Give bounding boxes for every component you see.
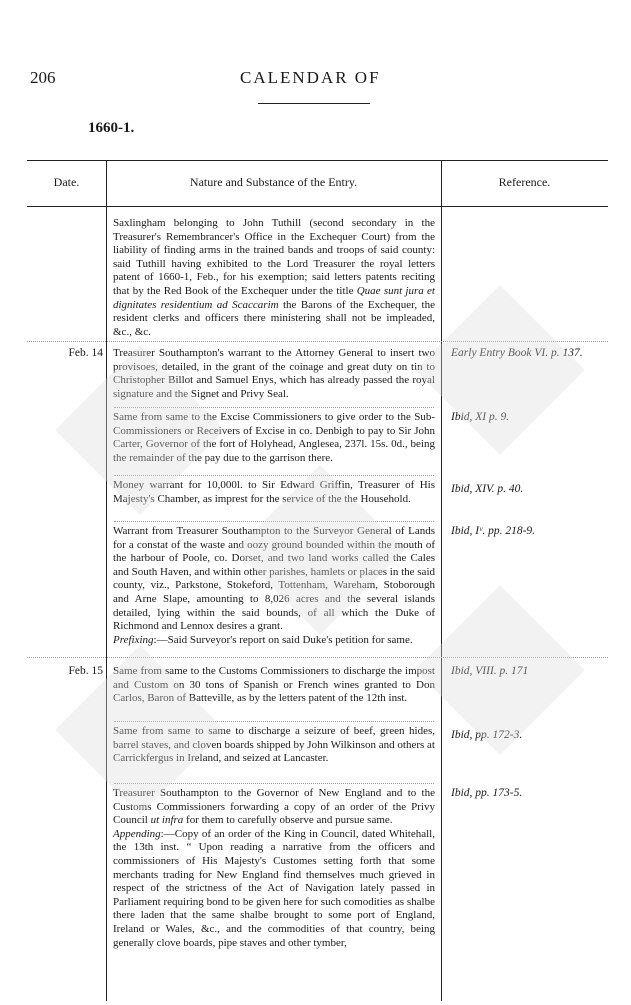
entry-prefix-text: :—Said Surveyor's report on said Duke's petition for same. xyxy=(153,633,413,646)
entry-reference-text: Ibid, XIV. p. 40. xyxy=(451,483,524,495)
entry-reference-text: Ibid, VIII. p. 171 xyxy=(451,665,529,677)
entry-text xyxy=(113,787,435,950)
entry-text-part: for them to carefully observe and pursue same. xyxy=(183,814,393,827)
entry-reference xyxy=(451,665,601,679)
header-rule xyxy=(27,206,608,207)
entry-prefix-label: Appending xyxy=(113,827,161,840)
entry-separator xyxy=(114,407,434,408)
entry-reference-text: Ibid, XI p. 9. xyxy=(451,411,510,423)
entry-date: Feb. 15 xyxy=(68,665,103,677)
year-heading: 1660-1. xyxy=(88,120,135,136)
entry-reference xyxy=(451,787,601,801)
entry-text-italic: Quae sunt jura et dignitates residentium ad Scaccarim xyxy=(113,284,435,311)
entry-reference xyxy=(451,729,601,743)
column-rule-reference xyxy=(441,161,442,1001)
entry-separator xyxy=(27,341,608,342)
entry-reference-text: Ibid, pp. 173-5. xyxy=(451,787,523,799)
entry-text-part: the Barons of the Exchequer, the resident clerks and officers there ministering shall not be impleaded, &c., &c. xyxy=(113,298,435,338)
entry-text: Treasurer Southampton's warrant to the Attorney General to insert two provisoes, detailed, in the grant of the coinage and great duty on tin to Christopher Billot and Samuel Enys, which has already passed the royal signature and the Signet and Privy Seal. xyxy=(113,347,435,400)
entry-reference-text: Ibid, Iᵛ. pp. 218-9. xyxy=(451,525,536,537)
entry-reference xyxy=(451,525,601,539)
entry-separator xyxy=(27,657,608,658)
column-header-date: Date. xyxy=(53,175,80,189)
entry-reference xyxy=(451,347,601,361)
entry-prefix-text: :—Copy of an order of the King in Council, dated Whitehall, the 13th inst. “ Upon reading a narrative from the officers and commissioners of His Majesty's Customes setting forth that some merchants trading for New England find themselves much grieved in respect of the strictness of the Act of Navigation lately passed in Parliament requiring bond to be given here for such comodities as shalbe there laden that the same shalbe brought to some port of England, Ireland or Wales, &c., and the commodities of that country, being generally clove boards, pipe staves and other tymber, xyxy=(113,827,435,949)
entry-separator xyxy=(114,721,434,722)
entry-reference-text: Ibid, pp. 172-3. xyxy=(451,729,523,741)
entry-separator xyxy=(114,783,434,784)
page-number: 206 xyxy=(30,68,56,87)
entry-text: Same from same to same to discharge a seizure of beef, green hides, barrel staves, and cloven boards shipped by John Wilkinson and others at Carrickfergus in Ireland, and seized at Lancaster. xyxy=(113,725,435,765)
entry-reference xyxy=(451,411,601,425)
column-header-nature: Nature and Substance of the Entry. xyxy=(189,175,358,189)
entry-text: Money warrant for 10,000l. to Sir Edward Griffin, Treasurer of His Majesty's Chamber, as imprest for the service of the the Household. xyxy=(113,479,435,505)
entry-text-part: Treasurer Southampton to the Governor of New England and to the Customs Commissioners forwarding a copy of an order of the Privy Council xyxy=(113,787,435,827)
entry-text-italic: ut infra xyxy=(150,814,184,827)
entry-text-part: Warrant from Treasurer Southampton to the Surveyor General of Lands for a constat of the waste and oozy ground bounded within the mouth of the harbour of Poole, co. Dorset, and two land works called the Cales and South Haven, and within other parishes, hamlets or places in the said county, viz., Parkstone, Stokeford, Tottenham, Wareham, Stoborough and Arne Slape, amounting to 8,026 acres and the several islands detailed, lying within the said bounds, of all which the Duke of Richmond and Lennox desires a grant. xyxy=(113,525,435,633)
entry-text-part: Saxlingham belonging to John Tuthill (second secondary in the Treasurer's Remembrancer's Office in the Exchequer Court) from the liability of finding arms in the trained bands and troops of said county: said Tuthill having exhibited to the Lord Treasurer the royal letters patent of 1660-1, Feb., for his exemption; said letters patents reciting that by the Red Book of the Exchequer under the title xyxy=(113,217,435,297)
title-rule xyxy=(258,103,370,104)
calendar-table xyxy=(27,160,608,1001)
entry-text: Same from same to the Excise Commissioners to give order to the Sub-Commissioners or Receivers of Excise in co. Denbigh to pay to Sir John Carter, Governor of the fort of Holyhead, Anglesea, 237l. 15s. 0d., being the remainder of the pay due to the garrison there. xyxy=(113,411,435,464)
entry-reference xyxy=(451,483,601,497)
entry-text xyxy=(113,525,435,647)
entry-separator xyxy=(114,475,434,476)
entry-reference-text: Early Entry Book VI. p. 137. xyxy=(451,347,583,359)
entry-prefix-label: Prefixing xyxy=(113,633,154,646)
entry-date: Feb. 14 xyxy=(68,347,103,359)
column-header-reference: Reference. xyxy=(498,175,551,189)
column-rule-date xyxy=(106,161,107,1001)
entry-separator xyxy=(114,521,434,522)
entry-text: Same from same to the Customs Commissioners to discharge the impost and Custom on 30 tons of Spanish or French wines granted to Don Carlos, Baron of Batteville, as by the letters patent of the 12th inst. xyxy=(113,665,435,705)
entry-text xyxy=(113,217,435,339)
running-title: CALENDAR OF xyxy=(240,68,381,87)
